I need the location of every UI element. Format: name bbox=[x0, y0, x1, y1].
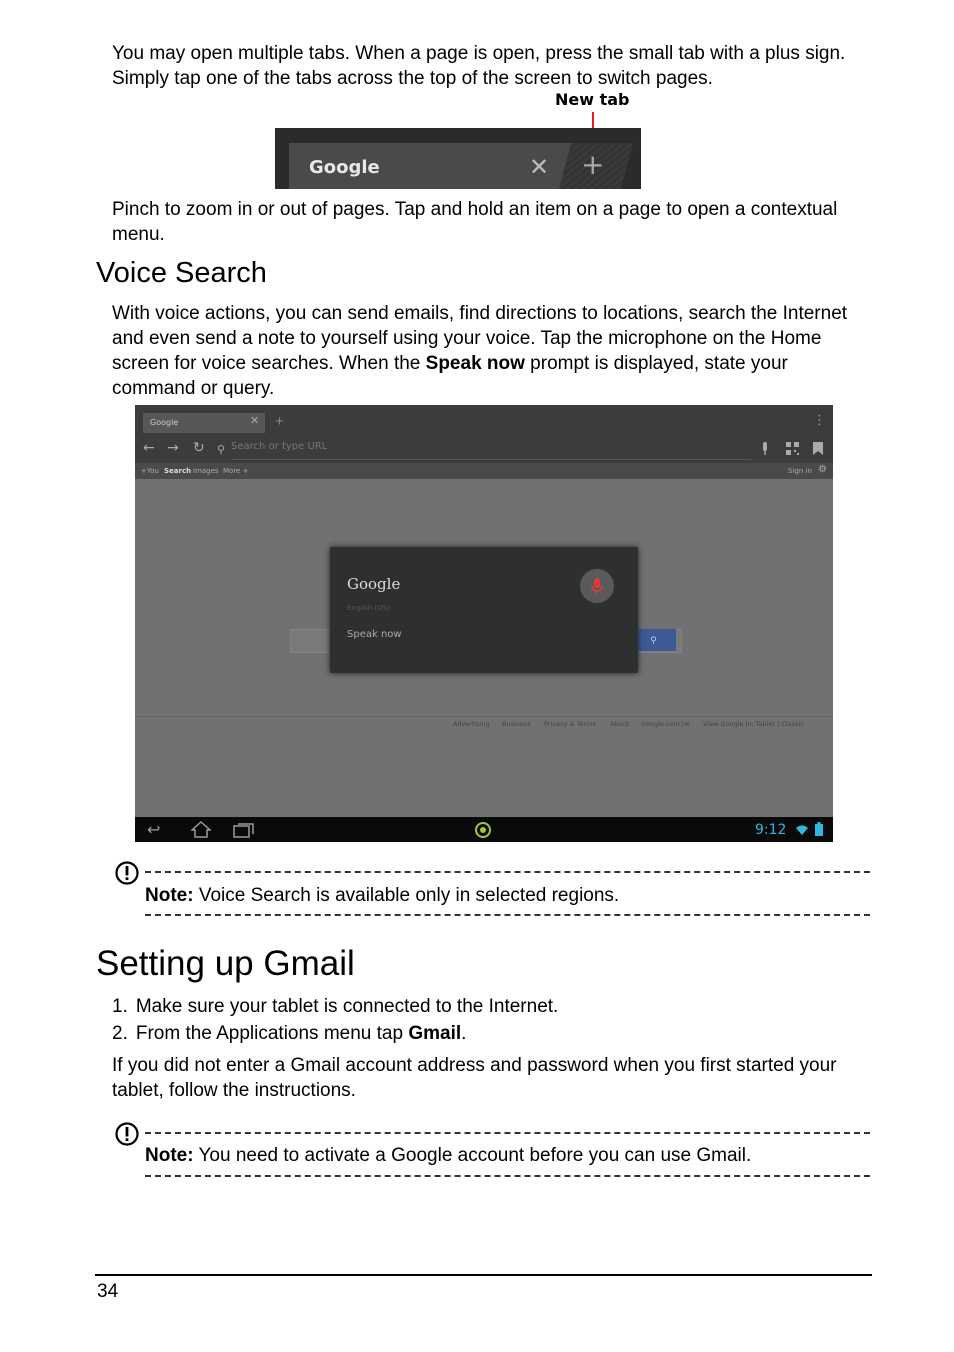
footer-link[interactable]: Advertising bbox=[453, 720, 490, 728]
wifi-icon bbox=[795, 824, 809, 836]
bookmark-icon[interactable] bbox=[813, 442, 823, 455]
gmail-step: 1. Make sure your tablet is connected to the Internet. bbox=[112, 996, 559, 1017]
search-icon: ⚲ bbox=[217, 443, 226, 456]
note-bottom-border bbox=[145, 914, 870, 916]
gmail-heading: Setting up Gmail bbox=[96, 944, 355, 983]
voice-search-screenshot bbox=[135, 405, 833, 842]
footer-link[interactable]: Google.com.tw bbox=[641, 720, 690, 728]
pinch-paragraph: Pinch to zoom in or out of pages. Tap and hold an item on a page to open a contextual menu. bbox=[112, 199, 838, 245]
recent-apps-icon[interactable] bbox=[233, 821, 255, 838]
new-tab-callout: New tab bbox=[555, 90, 630, 109]
overflow-menu-icon[interactable]: ⋮ bbox=[813, 412, 826, 427]
forward-icon[interactable]: → bbox=[167, 440, 179, 456]
note-bottom-border bbox=[145, 1175, 870, 1177]
voice-search-heading: Voice Search bbox=[96, 257, 267, 289]
plus-icon[interactable]: + bbox=[581, 148, 605, 181]
note-icon bbox=[115, 861, 139, 885]
note-label: Note: bbox=[145, 1145, 194, 1166]
clock: 9:12 bbox=[755, 822, 787, 838]
dialog-mic-button[interactable] bbox=[580, 569, 614, 603]
gbar-item[interactable]: More + bbox=[223, 467, 249, 475]
back-icon[interactable]: ↩ bbox=[147, 820, 161, 839]
footer-rule bbox=[95, 1274, 872, 1276]
close-icon[interactable]: ✕ bbox=[250, 415, 260, 427]
browser-toolbar bbox=[135, 405, 833, 479]
footer-link[interactable]: Business bbox=[502, 720, 531, 728]
close-icon[interactable]: ✕ bbox=[529, 153, 550, 181]
reload-icon[interactable]: ↻ bbox=[193, 440, 205, 456]
note-top-border bbox=[145, 1132, 870, 1134]
tab-title: Google bbox=[309, 157, 380, 178]
note-label: Note: bbox=[145, 885, 194, 906]
app-launcher-icon[interactable] bbox=[474, 821, 492, 839]
gbar-item[interactable]: Images bbox=[193, 467, 219, 475]
note-icon bbox=[115, 1122, 139, 1146]
speak-now-bold: Speak now bbox=[425, 353, 525, 374]
system-bar bbox=[135, 817, 833, 842]
gmail-step: 2. From the Applications menu tap Gmail. bbox=[112, 1023, 467, 1044]
battery-icon bbox=[815, 822, 823, 836]
back-icon[interactable]: ← bbox=[143, 440, 155, 456]
voice-search-dialog bbox=[330, 547, 638, 673]
gmail-paragraph: If you did not enter a Gmail account address and password when you first started your tablet, follow the instructions. bbox=[112, 1055, 837, 1101]
speak-now-prompt: Speak now bbox=[347, 629, 402, 640]
voice-search-paragraph: With voice actions, you can send emails, find directions to locations, search the Internet and even send a note to yourself using your voice. Tap the microphone on the Home screen for voice searches. When the Speak now prompt is displayed, state your command or query. bbox=[112, 303, 848, 399]
note-gmail: Note: You need to activate a Google account before you can use Gmail. bbox=[145, 1145, 752, 1166]
qr-icon[interactable] bbox=[786, 442, 799, 455]
gear-icon[interactable]: ⚙ bbox=[818, 464, 827, 475]
google-bar bbox=[135, 463, 833, 479]
note-voice-search: Note: Voice Search is available only in selected regions. bbox=[145, 885, 620, 906]
gbar-item[interactable]: +You bbox=[141, 467, 159, 475]
search-button[interactable]: ⚲ bbox=[631, 629, 676, 651]
mic-icon[interactable] bbox=[760, 442, 770, 456]
footer-divider bbox=[135, 716, 833, 717]
footer-link[interactable]: About bbox=[610, 720, 630, 728]
browser-tab[interactable]: Google bbox=[143, 413, 265, 433]
gbar-item[interactable]: Search bbox=[164, 467, 192, 475]
sign-in-link[interactable]: Sign in bbox=[788, 467, 812, 475]
footer-link[interactable]: Privacy & Terms bbox=[544, 720, 596, 728]
browser-tab[interactable] bbox=[289, 143, 571, 189]
url-input[interactable]: Search or type URL bbox=[231, 441, 751, 460]
dialog-logo: Google bbox=[347, 575, 401, 593]
footer-link[interactable]: View Google in: Tablet | Classic bbox=[703, 720, 804, 728]
tabs-paragraph: You may open multiple tabs. When a page is open, press the small tab with a plus sign. Simply tap one of the tabs across the top of the screen to switch pages. bbox=[112, 43, 846, 89]
gmail-bold: Gmail bbox=[408, 1023, 462, 1044]
page-number: 34 bbox=[97, 1281, 119, 1302]
plus-icon[interactable]: + bbox=[275, 413, 284, 430]
mic-icon bbox=[589, 577, 605, 595]
note-top-border bbox=[145, 871, 870, 873]
dialog-language: English (US) bbox=[347, 604, 390, 612]
tab-strip-figure bbox=[275, 128, 641, 189]
home-icon[interactable] bbox=[191, 821, 211, 838]
